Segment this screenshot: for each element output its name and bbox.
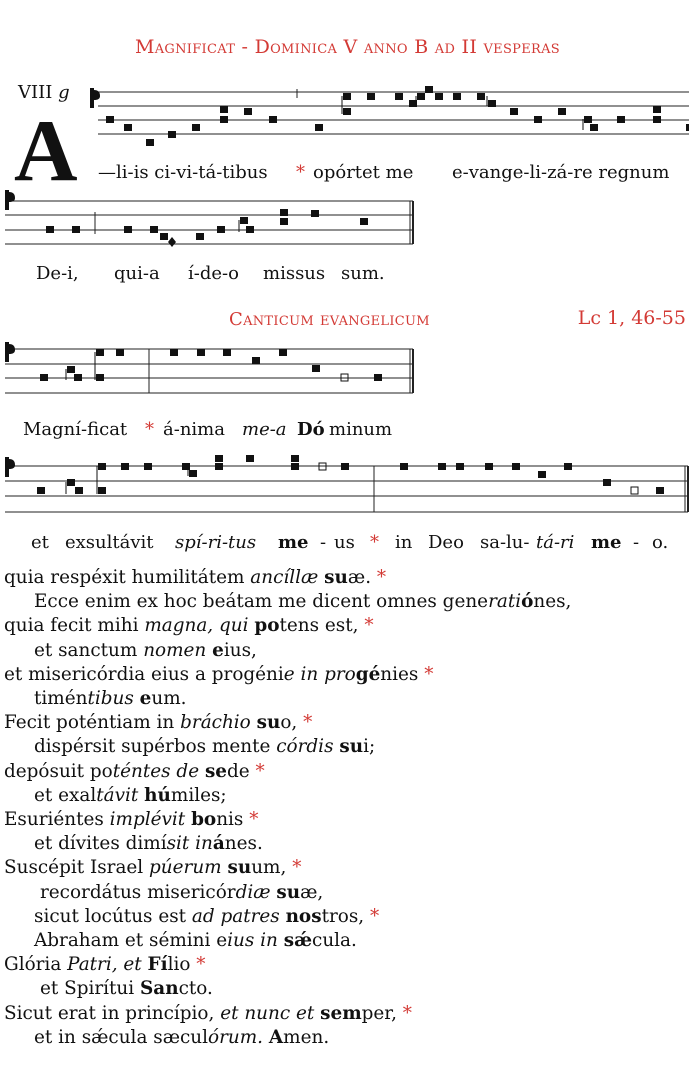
mode-ending: g — [58, 82, 70, 103]
verse-text: Ecce enim ex hoc beátam me dicent omnes gene — [34, 591, 489, 613]
verse-accent: sem — [320, 1002, 362, 1024]
verse-text: rati — [488, 591, 522, 613]
verse-asterisk: * — [303, 712, 313, 734]
verse-text: bráchio — [180, 712, 251, 734]
lyric-syllables: tá-ri — [536, 532, 575, 553]
verse-accent: e — [212, 639, 224, 661]
lyric-syllables: spí-ri-tus — [175, 532, 257, 553]
verse-text: nes, — [533, 591, 572, 613]
verse-line — [4, 856, 571, 880]
verse-asterisk: * — [424, 663, 434, 685]
verse-text: nomen — [143, 639, 207, 661]
verse-text: tros, — [321, 905, 370, 927]
verse-text: et dívites dimí — [34, 833, 167, 855]
lyric-syllables: De-i, — [36, 263, 79, 284]
verse-line — [4, 784, 571, 808]
verse-text: æ, — [300, 881, 324, 903]
verse-text: depósuit po — [4, 760, 113, 782]
initial-letter: A — [14, 103, 78, 200]
verse-line — [4, 760, 571, 784]
scripture-reference: Lc 1, 46-55 — [577, 307, 686, 329]
verse-text: et misericórdia eius a progéni — [4, 663, 284, 685]
verse-accent: A — [268, 1026, 284, 1048]
verse-accent: se — [204, 760, 228, 782]
verse-text: implévit — [109, 809, 186, 831]
lyric-syllables: et — [31, 532, 49, 553]
lyric-syllables: me-a — [242, 419, 287, 440]
verse-text: æ. — [347, 567, 377, 588]
verse-text: i; — [363, 736, 376, 758]
verse-line — [4, 808, 571, 832]
lyric-syllables: in — [395, 532, 413, 553]
staff-canticle-1 — [0, 335, 695, 405]
verse-text: recordátus misericór — [40, 881, 236, 903]
lyric-syllables: - — [633, 532, 640, 553]
verse-text: dispérsit supérbos mente — [34, 736, 277, 758]
verse-accent: po — [254, 615, 280, 637]
verse-asterisk: * — [196, 954, 206, 976]
verse-accent: hú — [144, 784, 171, 806]
verse-accent: bo — [191, 809, 217, 831]
verse-line — [4, 1026, 571, 1050]
verse-text: távit — [96, 784, 139, 806]
verse-line — [4, 1002, 571, 1026]
lyric-syllables: - — [320, 532, 327, 553]
verse-accent: sǽ — [283, 930, 313, 952]
lyric-syllables: Deo — [428, 532, 464, 553]
verse-asterisk: * — [255, 760, 265, 782]
verse-text: et exal — [34, 784, 97, 806]
lyric-syllables: Magní-ficat — [23, 419, 128, 440]
verse-text: et Spirítui — [40, 978, 141, 1000]
verse-text: nis — [216, 809, 250, 831]
lyric-accent: Dó — [297, 419, 325, 440]
mode-number: VIII — [18, 82, 53, 103]
lyric-syllables: á-nima — [163, 419, 225, 440]
verse-text: Suscépit Israel — [4, 857, 150, 879]
lyric-syllables: sa-lu- — [480, 532, 530, 553]
verse-text: et nunc et — [220, 1002, 315, 1024]
verse-line — [4, 929, 571, 953]
verse-accent: su — [256, 712, 281, 734]
canticum-title: Canticum evangelicum — [229, 309, 430, 330]
verse-line — [4, 639, 571, 663]
verse-asterisk: * — [369, 905, 380, 927]
lyric-syllables: missus — [263, 263, 326, 284]
verse-accent: su — [227, 857, 252, 879]
lyric-syllables: minum — [329, 419, 393, 440]
verse-line — [4, 711, 571, 735]
verse-text: per, — [361, 1002, 403, 1024]
verse-text: púerum — [149, 857, 222, 879]
verse-line — [4, 590, 571, 614]
verse-text: téntes de — [112, 760, 200, 782]
verse-text: Glória — [4, 954, 68, 976]
verse-asterisk: * — [364, 615, 374, 637]
verse-line — [4, 977, 571, 1001]
verse-accent: gé — [355, 663, 381, 685]
verse-text: cto. — [178, 978, 213, 1000]
verse-text: um, — [251, 857, 293, 879]
verse-line — [4, 566, 571, 590]
verse-text: tibus — [87, 688, 134, 710]
verse-line — [4, 735, 571, 759]
lyric-syllables: qui-a — [114, 263, 160, 284]
verse-text: sicut locútus est — [34, 905, 192, 927]
verse-accent: San — [140, 978, 179, 1000]
verse-text: magna, qui — [144, 615, 249, 637]
verse-text: tens est, — [279, 615, 365, 637]
lyric-syllables: sum. — [341, 263, 385, 284]
verse-accent: Fí — [147, 954, 168, 976]
lyric-asterisk: * — [145, 419, 154, 440]
verse-accent: e — [139, 688, 152, 710]
verse-text: e in pro — [283, 663, 356, 685]
lyric-syllables: —li-is ci-vi-tá-tibus — [98, 162, 268, 183]
verse-line — [4, 832, 571, 856]
lyric-syllables: o. — [652, 532, 669, 553]
verse-text: lio — [167, 954, 197, 976]
verse-line — [4, 953, 571, 977]
verse-text: quia fecit mihi — [4, 615, 145, 637]
verse-text: diæ — [235, 881, 271, 903]
verse-text: ancíllæ — [250, 567, 319, 588]
verse-text: et in sǽcula sæcul — [34, 1026, 209, 1048]
verse-accent: á — [212, 833, 225, 855]
verse-line — [4, 614, 571, 638]
verse-asterisk: * — [249, 809, 259, 831]
verse-text: timén — [34, 688, 88, 710]
verse-accent: nos — [285, 905, 322, 927]
psalm-verses — [4, 566, 571, 1050]
verse-asterisk: * — [376, 567, 387, 588]
lyric-accent: me — [591, 532, 622, 553]
verse-text: ad patres — [191, 905, 280, 927]
verse-text: et sanctum — [34, 639, 144, 661]
verse-line — [4, 687, 571, 711]
staff-antiphon-2 — [0, 188, 695, 258]
verse-line — [4, 905, 571, 929]
lyric-accent: me — [278, 532, 309, 553]
verse-text: nes. — [224, 833, 263, 855]
staff-canticle-2 — [0, 450, 695, 520]
verse-text: ius, — [223, 639, 257, 661]
verse-text: órum. — [208, 1026, 264, 1048]
verse-accent: su — [324, 567, 348, 588]
verse-text: Fecit poténtiam in — [4, 712, 181, 734]
lyric-syllables: í-de-o — [188, 263, 239, 284]
verse-text: de — [227, 760, 256, 782]
verse-text: Sicut erat in princípio, — [4, 1002, 221, 1024]
verse-accent: su — [339, 736, 364, 758]
verse-asterisk: * — [292, 857, 302, 879]
verse-accent: ó — [521, 591, 534, 613]
page-title: Magnificat - Dominica V anno B ad II vesperas — [134, 36, 560, 58]
lyric-asterisk: * — [370, 532, 379, 553]
verse-text: sit in — [166, 833, 213, 855]
verse-line — [4, 881, 571, 905]
verse-text: nies — [380, 663, 425, 685]
verse-text: ius in — [227, 930, 278, 952]
verse-text: Abraham et sémini e — [34, 930, 228, 952]
verse-asterisk: * — [402, 1002, 412, 1024]
verse-text: cula. — [312, 930, 357, 952]
verse-text: Patri, et — [67, 954, 142, 976]
verse-text: quia respéxit humilitátem — [4, 567, 251, 588]
lyric-syllables: e-vange-li-zá-re regnum — [452, 162, 670, 183]
verse-text: Esuriéntes — [4, 809, 110, 831]
verse-accent: su — [276, 881, 301, 903]
verse-text: miles; — [170, 784, 227, 806]
verse-text: o, — [280, 712, 304, 734]
verse-text: um. — [151, 688, 187, 710]
lyric-syllables: opórtet me — [313, 162, 414, 183]
verse-text: men. — [283, 1026, 330, 1048]
verse-text: córdis — [276, 736, 334, 758]
verse-line — [4, 663, 571, 687]
lyric-syllables: us — [334, 532, 355, 553]
lyric-syllables: exsultávit — [65, 532, 154, 553]
lyric-asterisk: * — [296, 162, 305, 183]
